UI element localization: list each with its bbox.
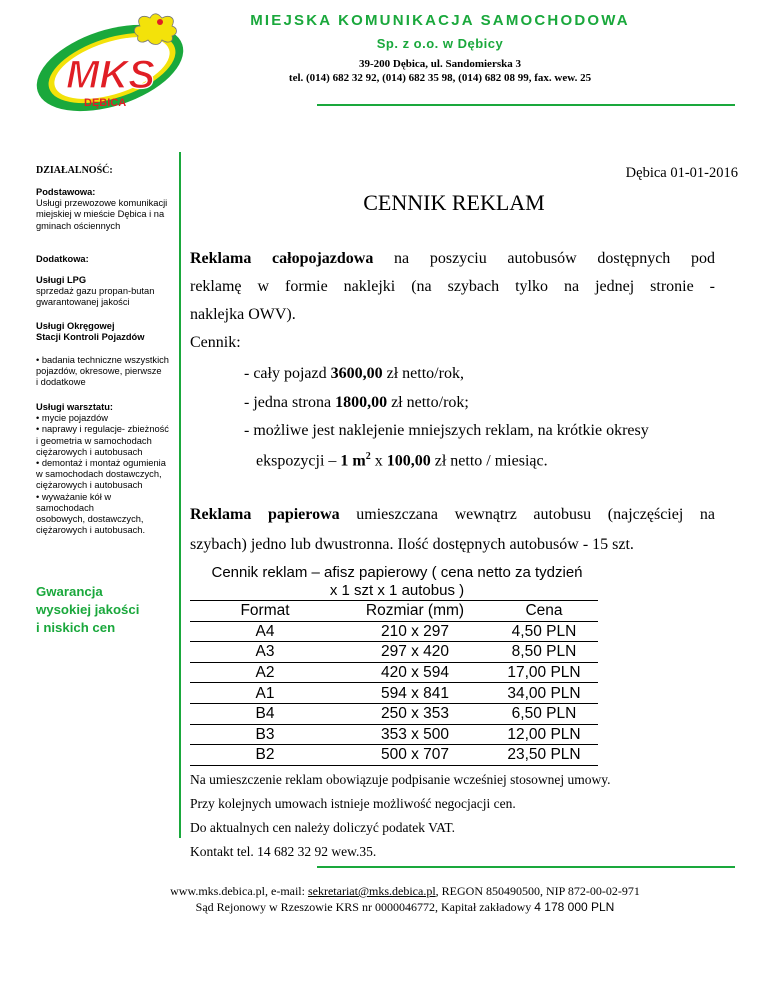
cell-format: A3 bbox=[190, 642, 340, 663]
cell-price: 23,50 PLN bbox=[490, 745, 598, 766]
cell-format: B4 bbox=[190, 703, 340, 724]
workshop-line: i geometria w samochodach bbox=[36, 435, 152, 446]
col-header-price: Cena bbox=[490, 601, 598, 622]
ad2-bold: Reklama papierowa bbox=[190, 506, 340, 523]
primary-line: Usługi przewozowe komunikacji bbox=[36, 198, 168, 209]
cell-format: A4 bbox=[190, 621, 340, 642]
sidebar-skp-text bbox=[36, 355, 176, 389]
ad2-line bbox=[190, 506, 715, 524]
bullet-text: zł netto/rok, bbox=[382, 365, 464, 382]
skp-line: pojazdów, okresowe, pierwsze bbox=[36, 366, 162, 377]
cell-size: 353 x 500 bbox=[340, 724, 490, 745]
bullet-text: x bbox=[370, 452, 387, 470]
col-header-size: Rozmiar (mm) bbox=[340, 601, 490, 622]
col-header-format: Format bbox=[190, 601, 340, 622]
table-row bbox=[190, 621, 598, 642]
ad1-line3: naklejka OWV). bbox=[190, 306, 296, 323]
cell-size: 297 x 420 bbox=[340, 642, 490, 663]
sidebar-skp bbox=[36, 321, 176, 343]
sidebar-primary bbox=[36, 187, 176, 232]
footer-divider bbox=[317, 866, 735, 868]
cell-size: 250 x 353 bbox=[340, 703, 490, 724]
workshop-line: • naprawy i regulacje- zbieżność bbox=[36, 424, 169, 435]
table-row bbox=[190, 703, 598, 724]
company-logo bbox=[28, 6, 198, 118]
note-contract: Na umieszczenie reklam obowiązuje podpisanie wcześniej stosownej umowy. bbox=[190, 772, 611, 787]
lpg-label: Usługi LPG bbox=[36, 275, 87, 285]
workshop-line: • mycie pojazdów bbox=[36, 413, 108, 424]
note-vat: Do aktualnych cen należy doliczyć podatek VAT. bbox=[190, 820, 456, 835]
workshop-line: ciężarowych i autobusach bbox=[36, 446, 143, 457]
ad1-bold: Reklama całopojazdowa bbox=[190, 250, 374, 267]
skp-label: Usługi Okręgowej bbox=[36, 321, 115, 331]
lpg-line: sprzedaż gazu propan-butan bbox=[36, 286, 155, 297]
ad1-rest: na poszyciu autobusów dostępnych pod bbox=[373, 250, 716, 267]
footer-web: www.mks.debica.pl, e-mail: bbox=[170, 884, 308, 898]
workshop-line: • demontaż i montaż ogumienia bbox=[36, 458, 166, 469]
skp-line: • badania techniczne wszystkich bbox=[36, 355, 169, 365]
ad2-rest: umieszczana wewnątrz autobusu (najczęściej na bbox=[339, 506, 715, 523]
note-contact: Kontakt tel. 14 682 32 92 wew.35. bbox=[190, 844, 377, 859]
cell-price: 6,50 PLN bbox=[490, 703, 598, 724]
sidebar-lpg bbox=[36, 275, 176, 309]
cell-price: 17,00 PLN bbox=[490, 662, 598, 683]
cell-price: 8,50 PLN bbox=[490, 642, 598, 663]
primary-label: Podstawowa: bbox=[36, 187, 96, 197]
guarantee-line: Gwarancja bbox=[36, 584, 103, 599]
table-row bbox=[190, 662, 598, 683]
sidebar-workshop bbox=[36, 402, 176, 536]
footer-line-2 bbox=[120, 900, 690, 915]
additional-label: Dodatkowa: bbox=[36, 254, 89, 264]
footer-email-link[interactable]: sekretariat@mks.debica.pl bbox=[307, 884, 436, 898]
table-title: Cennik reklam – afisz papierowy ( cena netto za tydzień bbox=[211, 564, 583, 581]
cell-price: 4,50 PLN bbox=[490, 621, 598, 642]
sidebar-divider bbox=[179, 152, 181, 838]
workshop-line: • wyważanie kół w bbox=[36, 491, 112, 502]
workshop-line: ciężarowych i autobusach. bbox=[36, 525, 146, 536]
bullet-text: zł netto / miesiąc. bbox=[430, 452, 548, 470]
footer-capital: 4 178 000 PLN bbox=[534, 900, 615, 914]
pricelist-label: Cennik: bbox=[190, 334, 241, 351]
workshop-label: Usługi warsztatu: bbox=[36, 402, 113, 412]
workshop-line: osobowych, dostawczych, bbox=[36, 514, 144, 525]
note-negotiation: Przy kolejnych umowach istnieje możliwość negocjacji cen. bbox=[190, 796, 516, 811]
footer-regon: , REGON 850490500, NIP 872-00-02-971 bbox=[435, 884, 640, 898]
eagle-icon bbox=[134, 14, 176, 45]
page-title: CENNIK REKLAM bbox=[363, 190, 545, 215]
cell-size: 594 x 841 bbox=[340, 683, 490, 704]
ad1-line bbox=[190, 250, 715, 268]
table-row bbox=[190, 745, 598, 766]
lpg-line: gwarantowanej jakości bbox=[36, 297, 130, 308]
cell-size: 500 x 707 bbox=[340, 745, 490, 766]
ad2-paragraph bbox=[190, 506, 715, 566]
bullet-text: - jedna strona bbox=[244, 394, 336, 411]
footer-court: Sąd Rejonowy w Rzeszowie KRS nr 0000046772, Kapitał zakładowy bbox=[195, 900, 535, 914]
ad1-line2: reklamę w formie naklejki (na szybach tylko na jednej stronie - bbox=[190, 278, 715, 295]
bullet-text: zł netto/rok; bbox=[387, 394, 469, 411]
bullet-value: 1800,00 bbox=[335, 394, 388, 411]
skp-line: i dodatkowe bbox=[36, 377, 86, 388]
guarantee-line: i niskich cen bbox=[36, 620, 116, 635]
company-phones: tel. (014) 682 32 92, (014) 682 35 98, (014) 682 08 99, fax. wew. 25 bbox=[288, 72, 592, 84]
table-row bbox=[190, 642, 598, 663]
skp-label: Stacji Kontroli Pojazdów bbox=[36, 332, 145, 343]
guarantee-line: wysokiej jakości bbox=[36, 602, 140, 617]
ad1-paragraph bbox=[190, 250, 715, 340]
company-form: Sp. z o.o. w Dębicy bbox=[376, 36, 504, 51]
cell-format: A2 bbox=[190, 662, 340, 683]
logo-city: DĘBICA bbox=[84, 97, 127, 109]
price-bullet-full bbox=[244, 365, 464, 383]
table-title-2: x 1 szt x 1 autobus ) bbox=[329, 582, 465, 599]
workshop-line: samochodach bbox=[36, 502, 94, 513]
cell-format: B2 bbox=[190, 745, 340, 766]
bullet-text: - cały pojazd bbox=[244, 365, 331, 382]
header-divider bbox=[317, 104, 735, 106]
cell-price: 34,00 PLN bbox=[490, 683, 598, 704]
company-address: 39-200 Dębica, ul. Sandomierska 3 bbox=[359, 58, 521, 70]
cell-format: A1 bbox=[190, 683, 340, 704]
guarantee-slogan bbox=[36, 583, 186, 637]
logo-text: MKS bbox=[66, 53, 155, 97]
price-bullet-small: - możliwe jest naklejenie mniejszych reklam, na krótkie okresy bbox=[244, 422, 649, 439]
company-name: MIEJSKA KOMUNIKACJA SAMOCHODOWA bbox=[250, 12, 630, 29]
cell-price: 12,00 PLN bbox=[490, 724, 598, 745]
price-bullet-small-2 bbox=[256, 451, 548, 470]
footer-line-1 bbox=[120, 884, 690, 899]
ad2-line2: szybach) jedno lub dwustronna. Ilość dostępnych autobusów - 15 szt. bbox=[190, 536, 634, 553]
cell-size: 420 x 594 bbox=[340, 662, 490, 683]
bullet-value: 100,00 bbox=[386, 452, 431, 470]
bullet-value: 1 m bbox=[340, 452, 366, 470]
workshop-line: w samochodach dostawczych, bbox=[36, 469, 162, 480]
cell-format: B3 bbox=[190, 724, 340, 745]
table-row bbox=[190, 683, 598, 704]
bullet-value: 3600,00 bbox=[330, 365, 383, 382]
price-table bbox=[190, 600, 598, 766]
primary-line: miejskiej w mieście Dębica i na bbox=[36, 209, 165, 220]
cell-size: 210 x 297 bbox=[340, 621, 490, 642]
price-bullet-side bbox=[244, 394, 469, 412]
table-header-row bbox=[190, 601, 598, 622]
primary-line: gminach ościennych bbox=[36, 220, 121, 231]
bullet-text: ekspozycji – bbox=[256, 452, 341, 470]
workshop-line: ciężarowych i autobusach bbox=[36, 480, 143, 491]
document-date: Dębica 01-01-2016 bbox=[625, 165, 738, 181]
bullet-sup: 2 bbox=[365, 451, 371, 462]
table-row bbox=[190, 724, 598, 745]
sidebar-heading: DZIAŁALNOŚĆ: bbox=[36, 165, 113, 176]
